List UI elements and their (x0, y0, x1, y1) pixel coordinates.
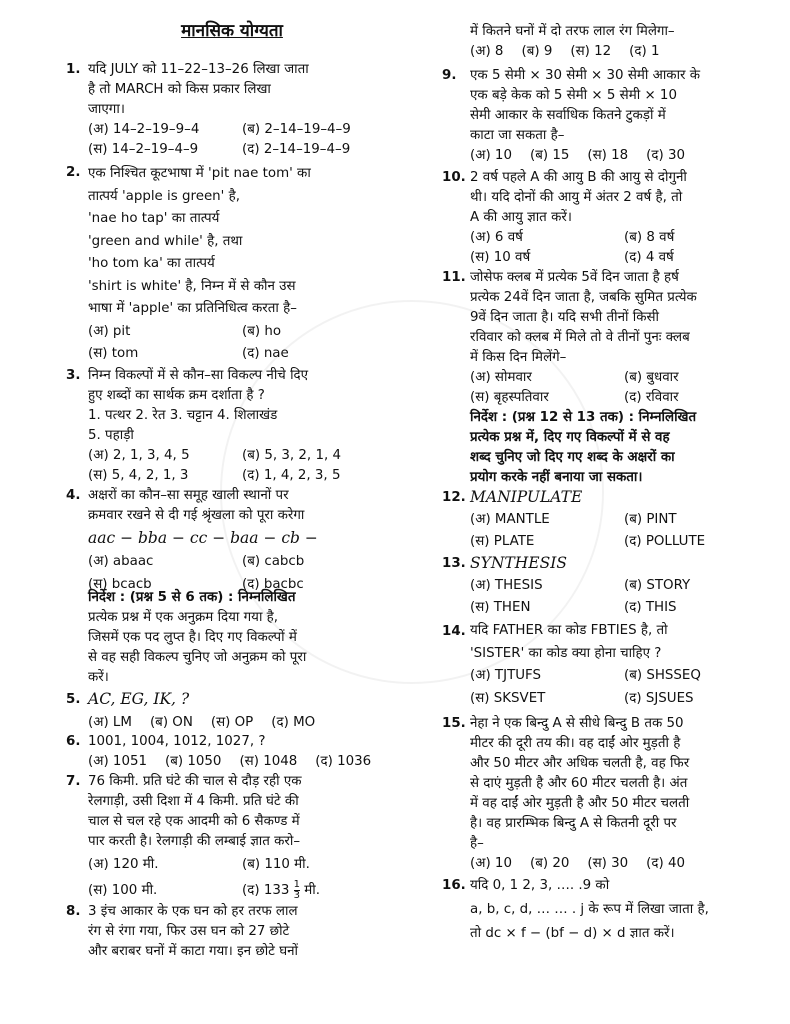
option-c: (स) THEN (470, 600, 531, 615)
question-4 (88, 486, 388, 596)
directions-12-13 (470, 408, 770, 488)
option-d: (द) 1036 (315, 754, 372, 769)
fraction-denominator: 3 (293, 889, 301, 901)
question-line: है– (470, 836, 484, 851)
question-line: थी। यदि दोनों की आयु में अंतर 2 वर्ष है, तो (470, 190, 683, 205)
option-d: (द) nae (242, 346, 289, 361)
question-line: में किस दिन मिलेंगे– (470, 350, 567, 365)
question-10 (470, 168, 770, 268)
question-line: 1. पत्थर 2. रेत 3. चट्टान 4. शिलाखंड (88, 408, 278, 423)
option-a: (अ) pit (88, 323, 131, 339)
option-b: (ब) PINT (624, 511, 677, 527)
option-c: (स) PLATE (470, 534, 535, 549)
question-line: 'SISTER' का कोड क्या होना चाहिए ? (470, 645, 662, 661)
direction-line: निर्देश : (प्रश्न 5 से 6 तक) : निम्नलिखित (88, 590, 296, 605)
option-d-unit: मी. (304, 883, 321, 898)
question-number: 15. (442, 716, 466, 731)
direction-line: प्रत्येक प्रश्न में एक अनुक्रम दिया गया है, (88, 610, 279, 625)
question-line: मीटर की दूरी तय की। वह दाईं ओर मुड़ती है (470, 736, 681, 751)
option-d: (द) THIS (624, 600, 677, 615)
question-line: 9वें दिन जाता है। यदि सभी तीनों किसी (470, 310, 660, 325)
question-number: 3. (66, 368, 81, 383)
question-2 (88, 163, 388, 366)
question-line: यदि 0, 1 2, 3, …. .9 को (470, 878, 610, 893)
option-d: (द) 40 (646, 856, 686, 871)
question-line: a, b, c, d, … … . j के रूप में लिखा जाता है, (470, 902, 709, 917)
option-a: (अ) 10 (470, 148, 512, 163)
option-d: (द) 1, 4, 2, 3, 5 (242, 468, 341, 483)
question-16 (470, 874, 770, 946)
question-line: सेमी आकार के सर्वाधिक कितने टुकड़ों में (470, 108, 666, 123)
question-line: पार करती है। रेलगाड़ी की लम्बाई ज्ञात करो– (88, 834, 301, 849)
direction-line: से वह सही विकल्प चुनिए जो अनुक्रम को पूरा (88, 650, 307, 665)
question-line: जोसेफ क्लब में प्रत्येक 5वें दिन जाता है हर्ष (470, 270, 679, 285)
question-11 (470, 268, 770, 408)
question-line: नेहा ने एक बिन्दु A से सीधे बिन्दु B तक 50 (470, 716, 684, 731)
question-line: में कितने घनों में दो तरफ लाल रंग मिलेगा– (470, 24, 675, 39)
option-d: (द) 1 (629, 44, 660, 59)
option-b: (ब) 1050 (165, 754, 222, 769)
question-line: रंग से रंगा गया, फिर उस घन को 27 छोटे (88, 924, 290, 939)
option-c: (स) 30 (587, 856, 629, 871)
option-c: (स) 100 मी. (88, 883, 158, 898)
option-b: (ब) 2–14–19–4–9 (242, 122, 351, 137)
directions-5-6 (88, 588, 388, 688)
option-a: (अ) 6 वर्ष (470, 230, 523, 245)
direction-line: प्रत्येक प्रश्न में, दिए गए विकल्पों में से वह (470, 430, 670, 445)
question-line: अक्षरों का कौन–सा समूह खाली स्थानों पर (88, 488, 289, 503)
question-line: 'nae ho tap' का तात्पर्य (88, 211, 220, 226)
question-3 (88, 366, 388, 486)
option-b: (ब) बुधवार (624, 370, 679, 385)
question-line: चाल से चल रहे एक आदमी को 6 सैकण्ड में (88, 814, 300, 829)
question-number: 5. (66, 692, 81, 707)
direction-line: प्रयोग करके नहीं बनाया जा सकता। (470, 470, 643, 485)
question-number: 2. (66, 165, 81, 180)
option-d-whole: (द) 133 (242, 883, 290, 898)
question-line: हुए शब्दों का सार्थक क्रम दर्शाता है ? (88, 388, 265, 403)
question-9 (470, 66, 770, 166)
question-line: तात्पर्य 'apple is green' है, (88, 188, 240, 204)
option-b: (ब) ON (149, 715, 193, 730)
question-line: 3 इंच आकार के एक घन को हर तरफ लाल (88, 904, 298, 919)
question-8-continued (470, 22, 770, 62)
question-line: यदि FATHER का कोड FBTIES है, तो (470, 623, 668, 638)
question-line: यदि JULY को 11–22–13–26 लिखा जाता (88, 62, 309, 77)
direction-line: जिसमें एक पद लुप्त है। दिए गए विकल्पों में (88, 630, 297, 645)
option-a: (अ) 10 (470, 856, 512, 871)
question-12 (470, 486, 770, 554)
option-b: (ब) 15 (529, 148, 570, 163)
question-line: भाषा में 'apple' का प्रतिनिधित्व करता है– (88, 301, 297, 316)
option-d: (द) POLLUTE (624, 534, 706, 549)
question-7 (88, 772, 388, 904)
question-line: एक बड़े केक को 5 सेमी × 5 सेमी × 10 (470, 88, 677, 103)
option-a: (अ) 14–2–19–9–4 (88, 122, 200, 137)
option-c: (स) 5, 4, 2, 1, 3 (88, 468, 189, 483)
page-title: मानसिक योग्यता (181, 21, 283, 41)
option-c: (स) 1048 (239, 754, 298, 769)
option-c: (स) 18 (587, 148, 629, 163)
question-line: 76 किमी. प्रति घंटे की चाल से दौड़ रही एक (88, 774, 302, 789)
option-a: (अ) MANTLE (470, 511, 550, 527)
option-c: (स) SKSVET (470, 690, 546, 706)
question-8 (88, 902, 388, 962)
option-c: (स) 12 (570, 44, 612, 59)
option-a: (अ) LM (88, 715, 132, 730)
question-line: रविवार को क्लब में मिले तो वे तीनों पुनः क्लब (470, 330, 690, 345)
option-c: (स) bcacb (88, 577, 152, 592)
question-line: SYNTHESIS (470, 554, 567, 572)
question-number: 14. (442, 624, 466, 639)
option-c: (स) 14–2–19–4–9 (88, 142, 199, 157)
question-line: और बराबर घनों में काटा गया। इन छोटे घनों (88, 944, 299, 959)
option-d: (द) MO (271, 715, 316, 730)
option-b: (ब) 9 (521, 44, 553, 59)
option-d: (द) 2–14–19–4–9 (242, 142, 351, 157)
option-d: (द) 4 वर्ष (624, 250, 674, 265)
option-d: (द) SJSUES (624, 690, 694, 706)
option-b: (ब) 5, 3, 2, 1, 4 (242, 448, 342, 463)
question-number: 12. (442, 490, 466, 505)
question-line: है तो MARCH को किस प्रकार लिखा (88, 82, 271, 97)
option-b: (ब) STORY (624, 577, 691, 593)
question-line: एक निश्चित कूटभाषा में 'pit nae tom' का (88, 166, 311, 181)
fraction (294, 880, 300, 901)
question-line: प्रत्येक 24वें दिन जाता है, जबकि सुमित प्रत्येक (470, 290, 697, 305)
direction-line: शब्द चुनिए जो दिए गए शब्द के अक्षरों का (470, 450, 675, 465)
option-b: (ब) cabcb (242, 554, 305, 569)
option-b: (ब) SHSSEQ (624, 668, 701, 683)
question-number: 9. (442, 68, 457, 83)
question-number: 13. (442, 556, 466, 571)
question-number: 8. (66, 904, 81, 919)
option-b: (ब) ho (242, 323, 282, 339)
option-a: (अ) 1051 (88, 754, 148, 769)
option-a: (अ) सोमवार (470, 370, 532, 385)
option-d (242, 878, 388, 904)
direction-line: निर्देश : (प्रश्न 12 से 13 तक) : निम्नलिखित (470, 410, 697, 425)
option-d: (द) रविवार (624, 390, 679, 405)
question-number: 16. (442, 878, 466, 893)
question-line: 2 वर्ष पहले A की आयु B की आयु से दोगुनी (470, 170, 687, 185)
option-a: (अ) 8 (470, 44, 504, 59)
question-line: A की आयु ज्ञात करें। (470, 210, 572, 225)
question-number: 7. (66, 774, 81, 789)
option-b: (ब) 8 वर्ष (624, 230, 675, 245)
option-d: (द) bacbc (242, 577, 304, 592)
question-15 (470, 714, 770, 874)
question-line: से दाएं मुड़ती है और 60 मीटर चलती है। अंत (470, 776, 688, 791)
option-a: (अ) TJTUFS (470, 668, 542, 683)
question-1 (88, 60, 388, 160)
question-line: रेलगाड़ी, उसी दिशा में 4 किमी. प्रति घंटे की (88, 794, 299, 809)
question-number: 11. (442, 270, 466, 285)
option-a: (अ) THESIS (470, 577, 543, 593)
question-number: 10. (442, 170, 466, 185)
question-line: में वह दाईं ओर मुड़ती है और 50 मीटर चलती (470, 796, 690, 811)
question-line: क्रमवार रखने से दी गई श्रृंखला को पूरा करेगा (88, 508, 305, 523)
option-c: (स) tom (88, 346, 139, 361)
question-line: AC, EG, IK, ? (88, 690, 190, 708)
question-line: MANIPULATE (470, 488, 583, 506)
question-line: निम्न विकल्पों में से कौन–सा विकल्प नीचे दिए (88, 368, 309, 383)
question-line: तो dc × f − (bf − d) × d ज्ञात करें। (470, 926, 675, 941)
question-line: aac − bba − cc − baa − cb − (88, 529, 318, 547)
question-number: 6. (66, 734, 81, 749)
option-c: (स) बृहस्पतिवार (470, 390, 549, 405)
question-line: और 50 मीटर और अधिक चलती है, वह फिर (470, 756, 690, 771)
option-a: (अ) 120 मी. (88, 857, 159, 872)
question-6 (88, 732, 388, 772)
direction-line: करें। (88, 670, 109, 685)
fraction-numerator: 1 (293, 878, 301, 890)
option-c: (स) OP (210, 715, 254, 730)
option-c: (स) 10 वर्ष (470, 250, 531, 265)
question-line: 'ho tom ka' का तात्पर्य (88, 256, 215, 271)
question-line: जाएगा। (88, 102, 125, 117)
question-line: है। वह प्रारम्भिक बिन्दु A से कितनी दूरी पर (470, 816, 677, 831)
question-5 (88, 688, 388, 734)
question-line: 'green and while' है, तथा (88, 233, 243, 249)
option-b: (ब) 110 मी. (242, 857, 310, 872)
question-line: 1001, 1004, 1012, 1027, ? (88, 734, 266, 749)
question-line: 'shirt is white' है, निम्न में से कौन उस (88, 278, 296, 294)
option-a: (अ) abaac (88, 554, 154, 569)
question-13 (470, 552, 770, 620)
option-a: (अ) 2, 1, 3, 4, 5 (88, 448, 190, 463)
question-number: 4. (66, 488, 81, 503)
question-line: 5. पहाड़ी (88, 428, 134, 443)
option-b: (ब) 20 (529, 856, 570, 871)
question-line: एक 5 सेमी × 30 सेमी × 30 सेमी आकार के (470, 68, 701, 83)
question-number: 1. (66, 62, 81, 77)
question-line: काटा जा सकता है– (470, 128, 565, 143)
question-14 (470, 620, 770, 710)
option-d: (द) 30 (646, 148, 686, 163)
